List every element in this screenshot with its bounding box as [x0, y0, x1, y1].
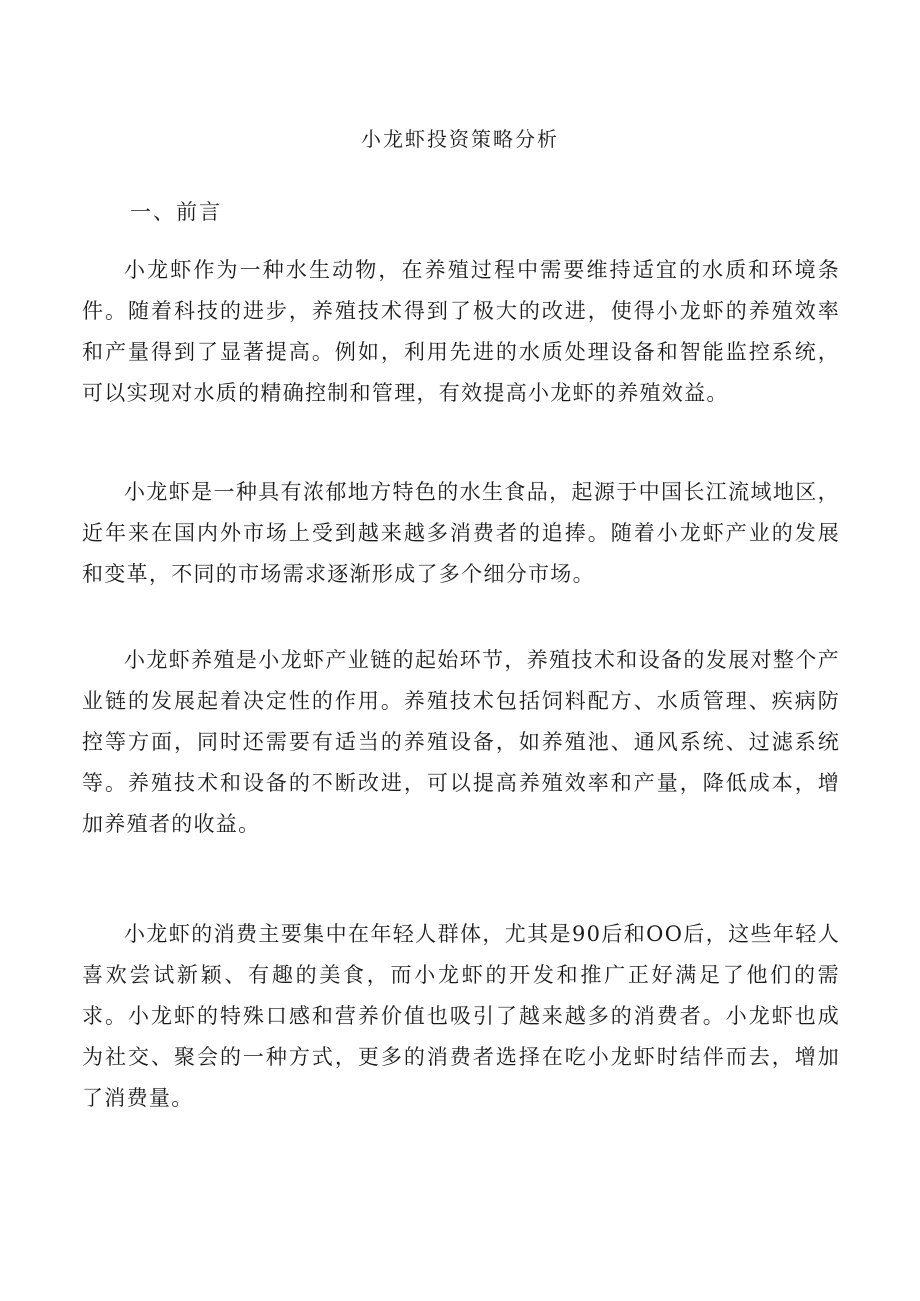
paragraph: 小龙虾的消费主要集中在年轻人群体，尤其是90后和OO后，这些年轻人喜欢尝试新颖、有趣的美食，而小龙虾的开发和推广正好满足了他们的需求。小龙虾的特殊口感和营养价值也吸引了越来越多的消费者。小龙虾也成为社交、聚会的一种方式，更多的消费者选择在吃小龙虾时结伴而去，增加了消费量。 [82, 922, 840, 1110]
document-title: 小龙虾投资策略分析 [361, 127, 559, 151]
section-heading: 一、前言 [130, 200, 222, 224]
paragraph: 小龙虾是一种具有浓郁地方特色的水生食品，起源于中国长江流域地区，近年来在国内外市场上受到越来越多消费者的追捧。随着小龙虾产业的发展和变革，不同的市场需求逐渐形成了多个细分市场。 [82, 480, 840, 586]
paragraph: 小龙虾养殖是小龙虾产业链的起始环节，养殖技术和设备的发展对整个产业链的发展起着决定性的作用。养殖技术包括饲料配方、水质管理、疾病防控等方面，同时还需要有适当的养殖设备，如养殖池、通风系统、过滤系统等。养殖技术和设备的不断改进，可以提高养殖效率和产量，降低成本，增加养殖者的收益。 [82, 648, 840, 836]
paragraph: 小龙虾作为一种水生动物，在养殖过程中需要维持适宜的水质和环境条件。随着科技的进步，养殖技术得到了极大的改进，使得小龙虾的养殖效率和产量得到了显著提高。例如，利用先进的水质处理设备和智能监控系统，可以实现对水质的精确控制和管理，有效提高小龙虾的养殖效益。 [82, 258, 840, 405]
